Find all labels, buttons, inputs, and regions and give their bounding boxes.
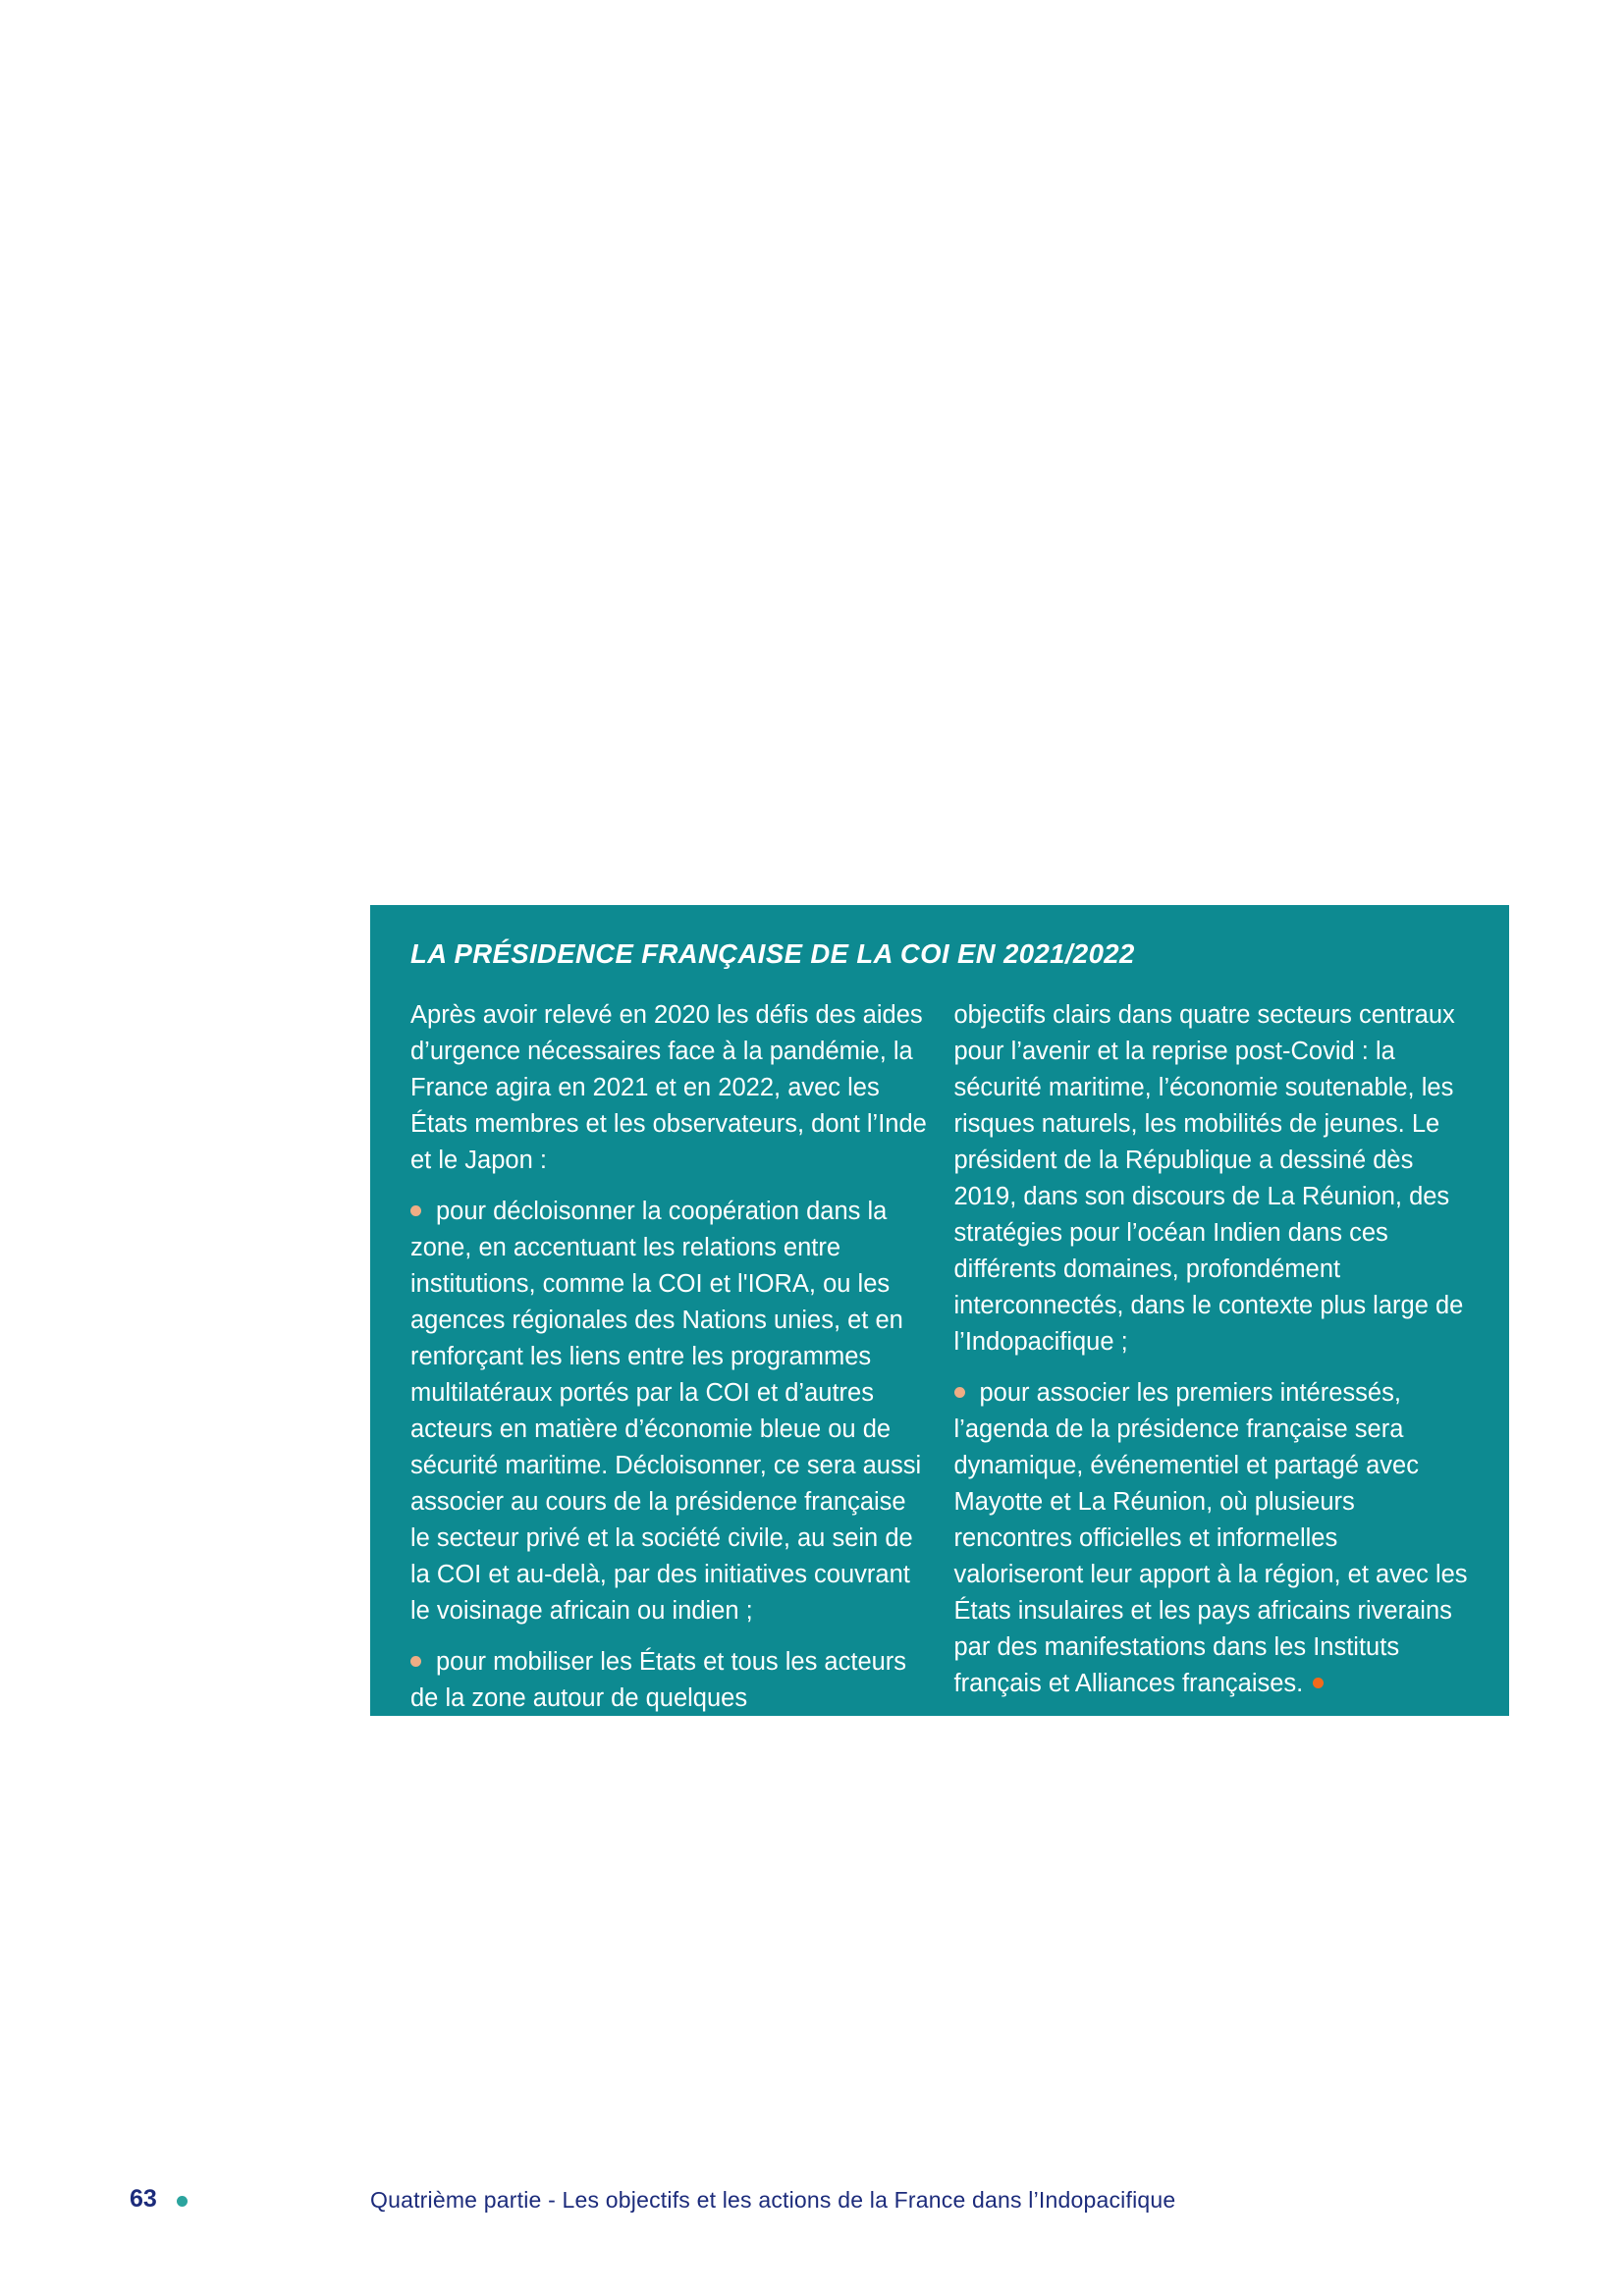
highlight-panel <box>370 905 1509 1716</box>
page-footer <box>0 2183 1624 2226</box>
end-mark-icon <box>1313 1678 1324 1688</box>
bullet-item <box>410 1644 929 1717</box>
panel-columns <box>410 997 1472 1717</box>
paragraph-intro <box>410 997 929 1179</box>
bullet-icon <box>410 1656 421 1667</box>
panel-column-left <box>410 997 929 1717</box>
paragraph-continuation <box>954 997 1473 1361</box>
bullet-item <box>954 1375 1473 1702</box>
panel-column-right <box>954 997 1473 1702</box>
bullet-text: pour associer les premiers intéressés, l’agenda de la présidence française sera dynamique, événementiel et partagé avec Mayotte et La Réunion, où plusieurs rencontres officielles et informelles valoriseront leur apport à la région, et avec les États insulaires et les pays africains riverains par des manifestations dans les Instituts français et Alliances françaises. <box>953 1379 1468 1697</box>
page-number: 63 <box>130 2185 157 2213</box>
bullet-text: pour mobiliser les États et tous les acteurs de la zone autour de quelques <box>410 1648 907 1712</box>
paragraph-text: Après avoir relevé en 2020 les défis des aides d’urgence nécessaires face à la pandémie, la France agira en 2021 et en 2022, avec les États membres et les observateurs, dont l’Inde et le Japon : <box>410 1001 927 1174</box>
bullet-icon <box>410 1205 421 1216</box>
bullet-icon <box>954 1387 965 1398</box>
panel-title: LA PRÉSIDENCE FRANÇAISE DE LA COI EN 2021/2022 <box>410 938 1135 969</box>
bullet-text: pour décloisonner la coopération dans la zone, en accentuant les relations entre institutions, comme la COI et l'IORA, ou les agences régionales des Nations unies, et en renforçant les liens entre les programmes multilatéraux portés par la COI et d’autres acteurs en matière d’économie bleue ou de sécurité maritime. Décloisonner, ce sera aussi associer au cours de la présidence française le secteur privé et la société civile, au sein de la COI et au-delà, par des initiatives couvrant le voisinage africain ou indien ; <box>410 1198 922 1625</box>
paragraph-text: objectifs clairs dans quatre secteurs centraux pour l’avenir et la reprise post-Covid : la sécurité maritime, l’économie soutenable, les risques naturels, les mobilités de jeunes. Le président de la République a dessiné dès 2019, dans son discours de La Réunion, des stratégies pour l’océan Indien dans ces différents domaines, profondément interconnectés, dans le contexte plus large de l’Indopacifique ; <box>953 1001 1464 1356</box>
footer-section-title: Quatrième partie - Les objectifs et les actions de la France dans l’Indopacifique <box>370 2187 1176 2213</box>
bullet-item <box>410 1194 929 1629</box>
footer-dot-icon <box>177 2196 188 2207</box>
